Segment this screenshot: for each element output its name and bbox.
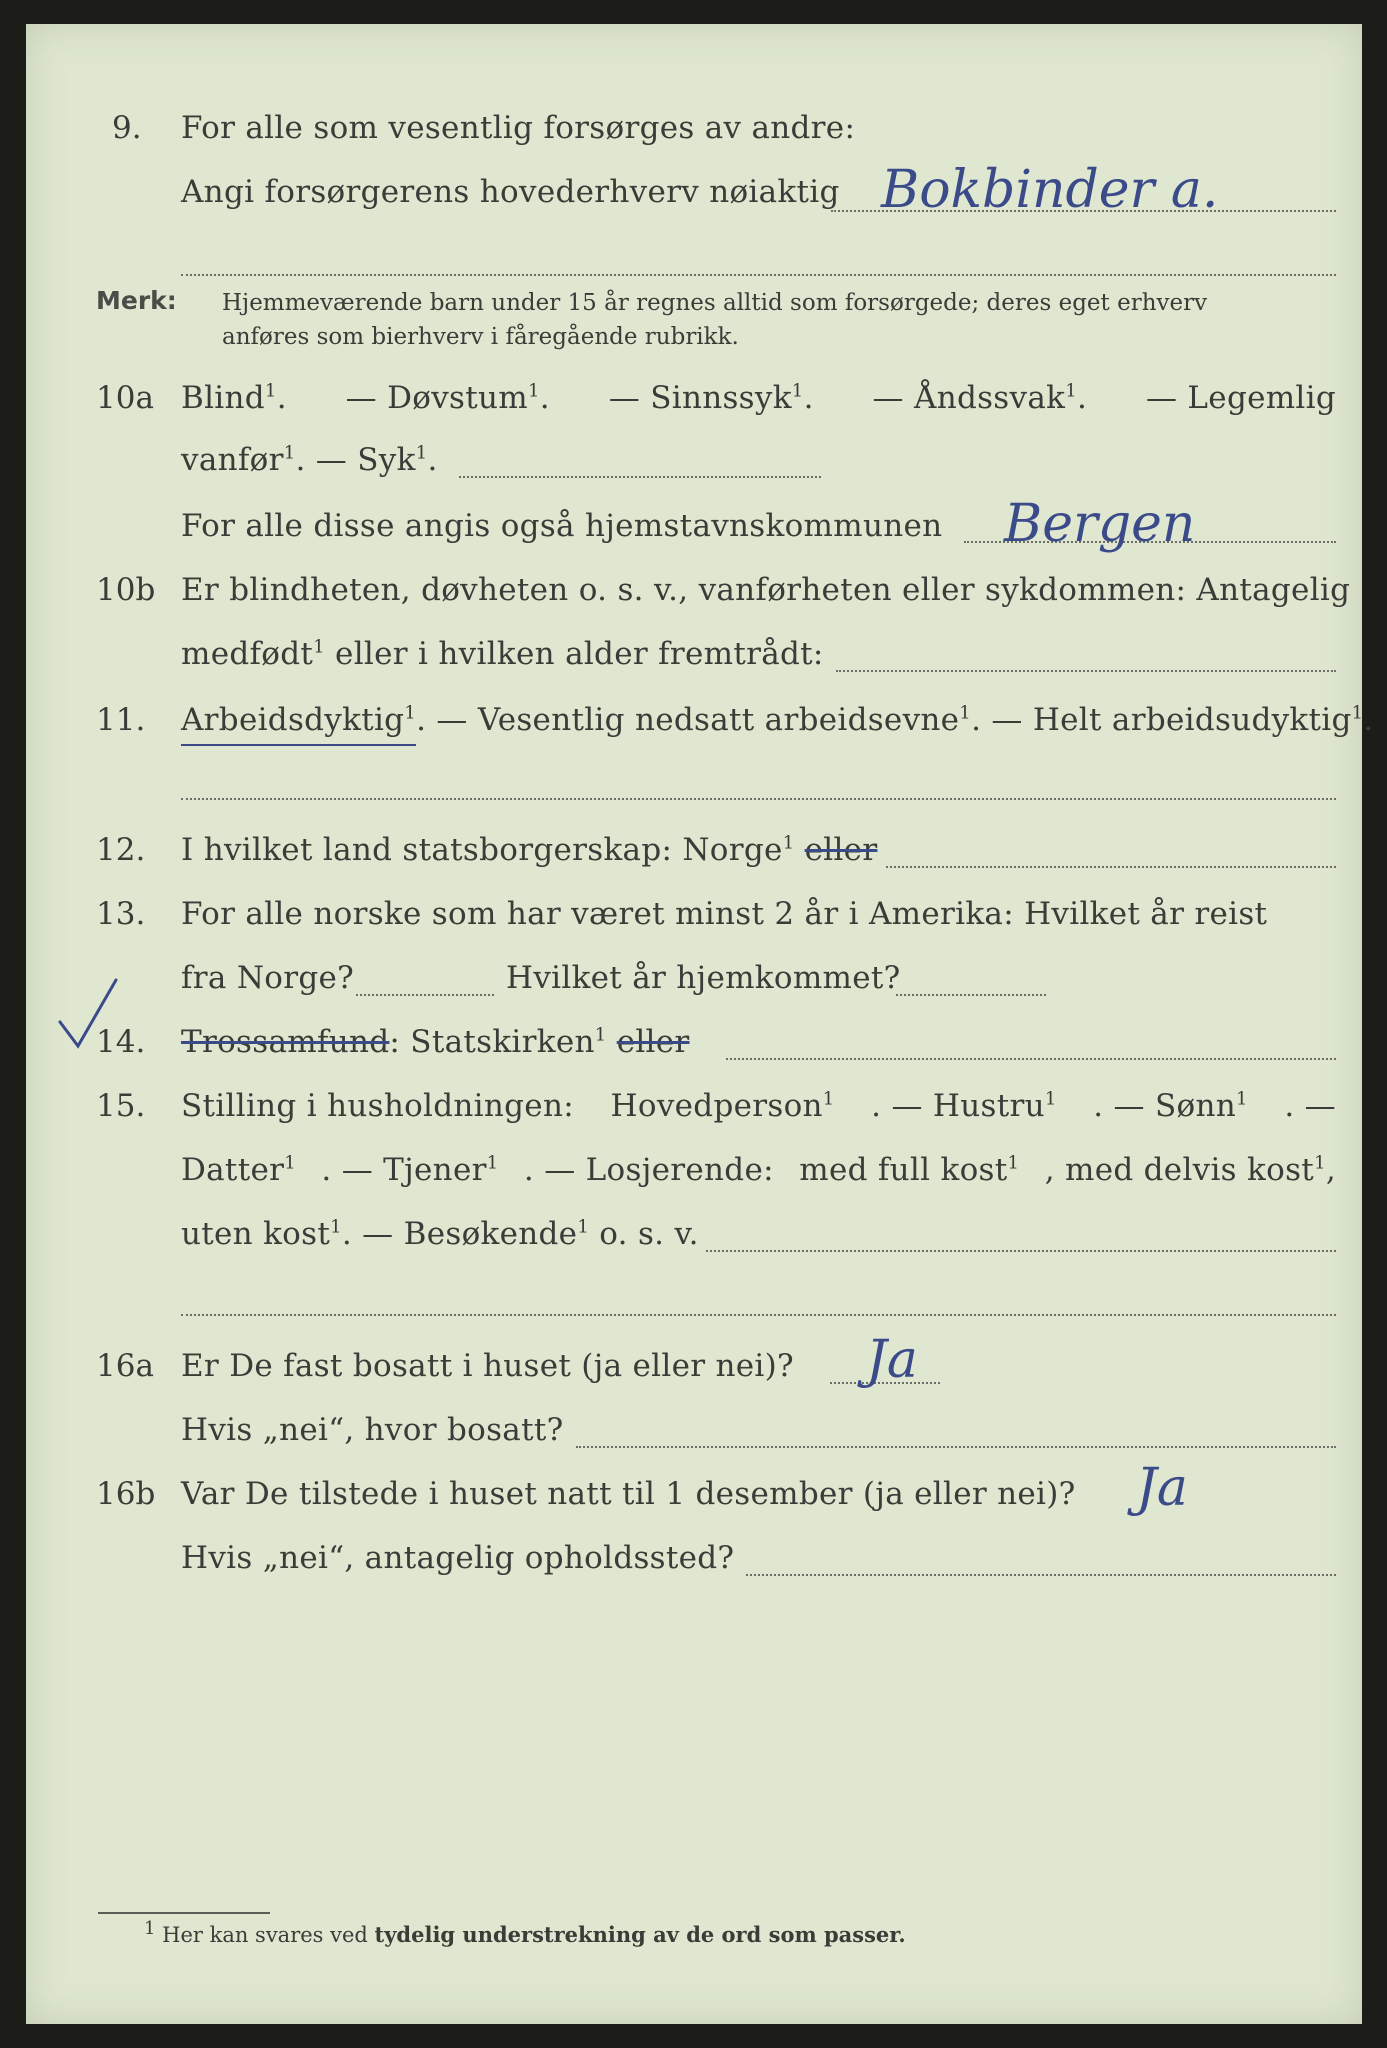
- q16a-handwritten-answer: Ja: [866, 1330, 918, 1390]
- q14-line: Trossamfund: Statskirken$^1$ eller: [181, 1024, 690, 1060]
- q9-handwritten-answer: Bokbinder a.: [881, 160, 1219, 220]
- option-vanfor[interactable]: vanfør$^1$.: [181, 442, 306, 478]
- merk-line1: Hjemmeværende barn under 15 år regnes alltid som forsørgede; deres eget erhverv: [222, 290, 1208, 316]
- q9-line1: For alle som vesentlig forsørges av andre:: [181, 110, 856, 146]
- q15-number: 15.: [96, 1088, 146, 1124]
- option-nedsatt[interactable]: . — Vesentlig nedsatt arbeidsevne$^1$: [416, 702, 972, 738]
- option-udyktig[interactable]: . — Helt arbeidsudyktig$^1$.: [971, 702, 1374, 738]
- q10a-line2: [181, 442, 438, 478]
- q16b-handwritten-answer: Ja: [1136, 1458, 1188, 1518]
- option-sonn[interactable]: . — Sønn$^1$: [1093, 1088, 1248, 1124]
- footnote-rule: [98, 1912, 270, 1914]
- q15-extra-line[interactable]: [181, 1314, 1336, 1316]
- q16b-line2: Hvis „nei“, antagelig opholdssted?: [181, 1540, 735, 1576]
- q10b-answer-line[interactable]: [836, 670, 1336, 672]
- merk-line2: anføres som bierhverv i fåregående rubrikk.: [222, 324, 739, 350]
- option-hovedperson[interactable]: Hovedperson$^1$: [610, 1088, 835, 1124]
- q10a-handwritten-answer: Bergen: [1004, 494, 1196, 554]
- q11-answer-line[interactable]: [181, 798, 1336, 800]
- q12-number: 12.: [96, 832, 146, 868]
- q16a-number: 16a: [96, 1348, 154, 1384]
- q10a-line3: For alle disse angis også hjemstavnskommunen: [181, 508, 943, 544]
- merk-label: Merk:: [96, 286, 177, 315]
- q15-line2: Datter$^1$ . — Tjener$^1$ . — Losjerende: med full kost$^1$ , med delvis kost$^1$,: [181, 1152, 1336, 1188]
- q16b-opholdssted-line[interactable]: [746, 1574, 1336, 1576]
- q10b-number: 10b: [96, 572, 156, 608]
- option-besokende[interactable]: . — Besøkende$^1$: [341, 1216, 590, 1252]
- q10b-line2: medfødt$^1$ eller i hvilken alder fremtrådt:: [181, 636, 824, 672]
- option-sinnssyk[interactable]: — Sinnssyk$^1$.: [608, 380, 814, 416]
- option-dovstum[interactable]: — Døvstum$^1$.: [345, 380, 550, 416]
- option-arbeidsdyktig[interactable]: Arbeidsdyktig$^1$: [181, 702, 416, 746]
- q10a-syk-line[interactable]: [459, 476, 821, 478]
- q13-line2a: fra Norge?: [181, 960, 355, 996]
- q11-line: [181, 702, 1374, 738]
- q13-number: 13.: [96, 896, 146, 932]
- option-full-kost[interactable]: med full kost$^1$: [799, 1152, 1020, 1188]
- q14-struck-eller: eller: [616, 1024, 690, 1060]
- q13-hjemkommet-line[interactable]: [896, 994, 1046, 996]
- q9-line2: Angi forsørgerens hovederhverv nøiaktig: [181, 174, 840, 210]
- q16b-number: 16b: [96, 1476, 156, 1512]
- q13-line2b: Hvilket år hjemkommet?: [506, 960, 901, 996]
- q11-number: 11.: [96, 702, 146, 738]
- q15-line3: uten kost$^1$. — Besøkende$^1$ o. s. v.: [181, 1216, 699, 1252]
- q16a-bosatt-line[interactable]: [576, 1446, 1336, 1448]
- q14-number: 14.: [96, 1024, 146, 1060]
- q13-line1: For alle norske som har været minst 2 år i Amerika: Hvilket år reist: [181, 896, 1268, 932]
- q16a-line1: Er De fast bosatt i huset (ja eller nei)?: [181, 1348, 794, 1384]
- option-andssvak[interactable]: — Åndssvak$^1$.: [872, 380, 1088, 416]
- q9-extra-line[interactable]: [181, 274, 1336, 276]
- q9-number: 9.: [112, 110, 142, 146]
- q10b-line1: Er blindheten, døvheten o. s. v., vanførheten eller sykdommen: Antagelig: [181, 572, 1351, 608]
- q12-struck-eller: eller: [804, 832, 878, 868]
- option-uten-kost[interactable]: uten kost$^1$: [181, 1216, 342, 1252]
- q14-answer-line[interactable]: [726, 1058, 1336, 1060]
- option-blind[interactable]: Blind$^1$.: [181, 380, 287, 416]
- q16b-line1: Var De tilstede i huset natt til 1 desember (ja eller nei)?: [181, 1476, 1076, 1512]
- q15-answer-line[interactable]: [706, 1250, 1336, 1252]
- option-syk[interactable]: — Syk$^1$.: [315, 442, 438, 478]
- option-datter[interactable]: Datter$^1$: [181, 1152, 296, 1188]
- census-form-page: [26, 24, 1374, 2024]
- q14-struck-trossamfund: Trossamfund: [181, 1024, 390, 1060]
- footnote: 1 Her kan svares ved tydelig understrekning av de ord som passer.: [144, 1918, 906, 1947]
- option-delvis-kost[interactable]: , med delvis kost$^1$,: [1044, 1152, 1336, 1188]
- q15-line1: Stilling i husholdningen: Hovedperson$^1$ . — Hustru$^1$ . — Sønn$^1$ . —: [181, 1088, 1336, 1124]
- option-tjener[interactable]: . — Tjener$^1$: [321, 1152, 499, 1188]
- q13-reist-line[interactable]: [356, 994, 494, 996]
- q10a-line1: [181, 380, 1336, 416]
- q10a-number: 10a: [96, 380, 154, 416]
- option-hustru[interactable]: . — Hustru$^1$: [871, 1088, 1057, 1124]
- q12-answer-line[interactable]: [886, 866, 1336, 868]
- q12-line: I hvilket land statsborgerskap: Norge$^1$ eller: [181, 832, 878, 868]
- option-legemlig[interactable]: — Legemlig: [1145, 380, 1336, 416]
- q16a-line2: Hvis „nei“, hvor bosatt?: [181, 1412, 564, 1448]
